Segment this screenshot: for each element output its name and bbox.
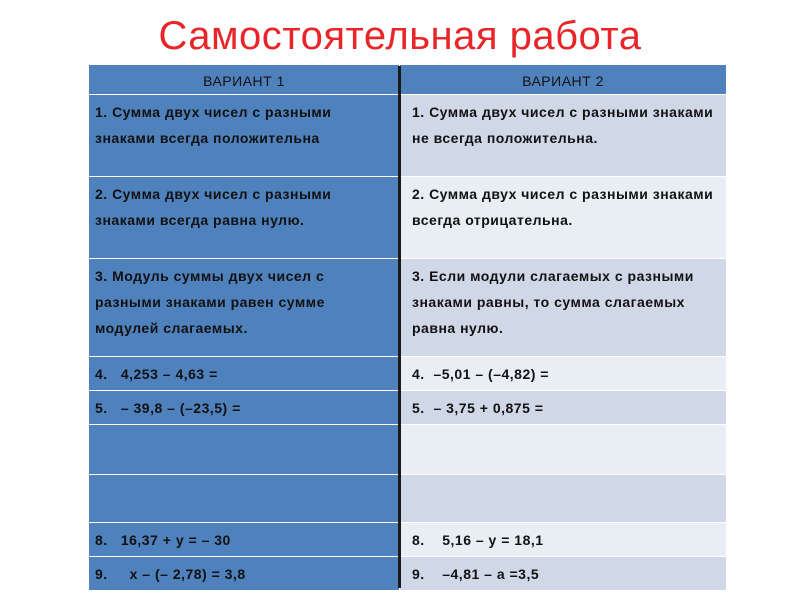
variant-2-task-4: 4. –5,01 – (–4,82) =	[400, 357, 727, 391]
variant-2-task-1: 1. Сумма двух чисел с разными знаками не всегда положительна.	[400, 95, 727, 177]
variant-1-task-3: 3. Модуль суммы двух чисел с разными знаками равен сумме модулей слагаемых.	[89, 259, 400, 357]
variant-2-task-9: 9. –4,81 – a =3,5	[400, 557, 727, 591]
variant-2-task-3: 3. Если модули слагаемых с разными знаками равны, то сумма слагаемых равна нулю.	[400, 259, 727, 357]
variant-1-task-2: 2. Сумма двух чисел с разными знаками всегда равна нулю.	[89, 177, 400, 259]
variant-2-task-7	[400, 475, 727, 523]
worksheet-table	[88, 64, 727, 591]
variant-2-task-5: 5. – 3,75 + 0,875 =	[400, 391, 727, 425]
variant-1-task-1: 1. Сумма двух чисел с разными знаками всегда положительна	[89, 95, 400, 177]
variant-1-task-4: 4. 4,253 – 4,63 =	[89, 357, 400, 391]
variant-1-task-5: 5. – 39,8 – (–23,5) =	[89, 391, 400, 425]
variant-1-task-7	[89, 475, 400, 523]
column-divider	[398, 66, 401, 588]
page-title: Самостоятельная работа	[158, 14, 642, 58]
variant-2-task-6	[400, 425, 727, 475]
variant-1-task-6	[89, 425, 400, 475]
variant-1-task-9: 9. x – (– 2,78) = 3,8	[89, 557, 400, 591]
variant-1-task-8: 8. 16,37 + y = – 30	[89, 523, 400, 557]
header-variant-2: ВАРИАНТ 2	[400, 65, 727, 95]
variant-2-task-8: 8. 5,16 – y = 18,1	[400, 523, 727, 557]
header-variant-1: ВАРИАНТ 1	[89, 65, 400, 95]
variant-2-task-2: 2. Сумма двух чисел с разными знаками всегда отрицательна.	[400, 177, 727, 259]
